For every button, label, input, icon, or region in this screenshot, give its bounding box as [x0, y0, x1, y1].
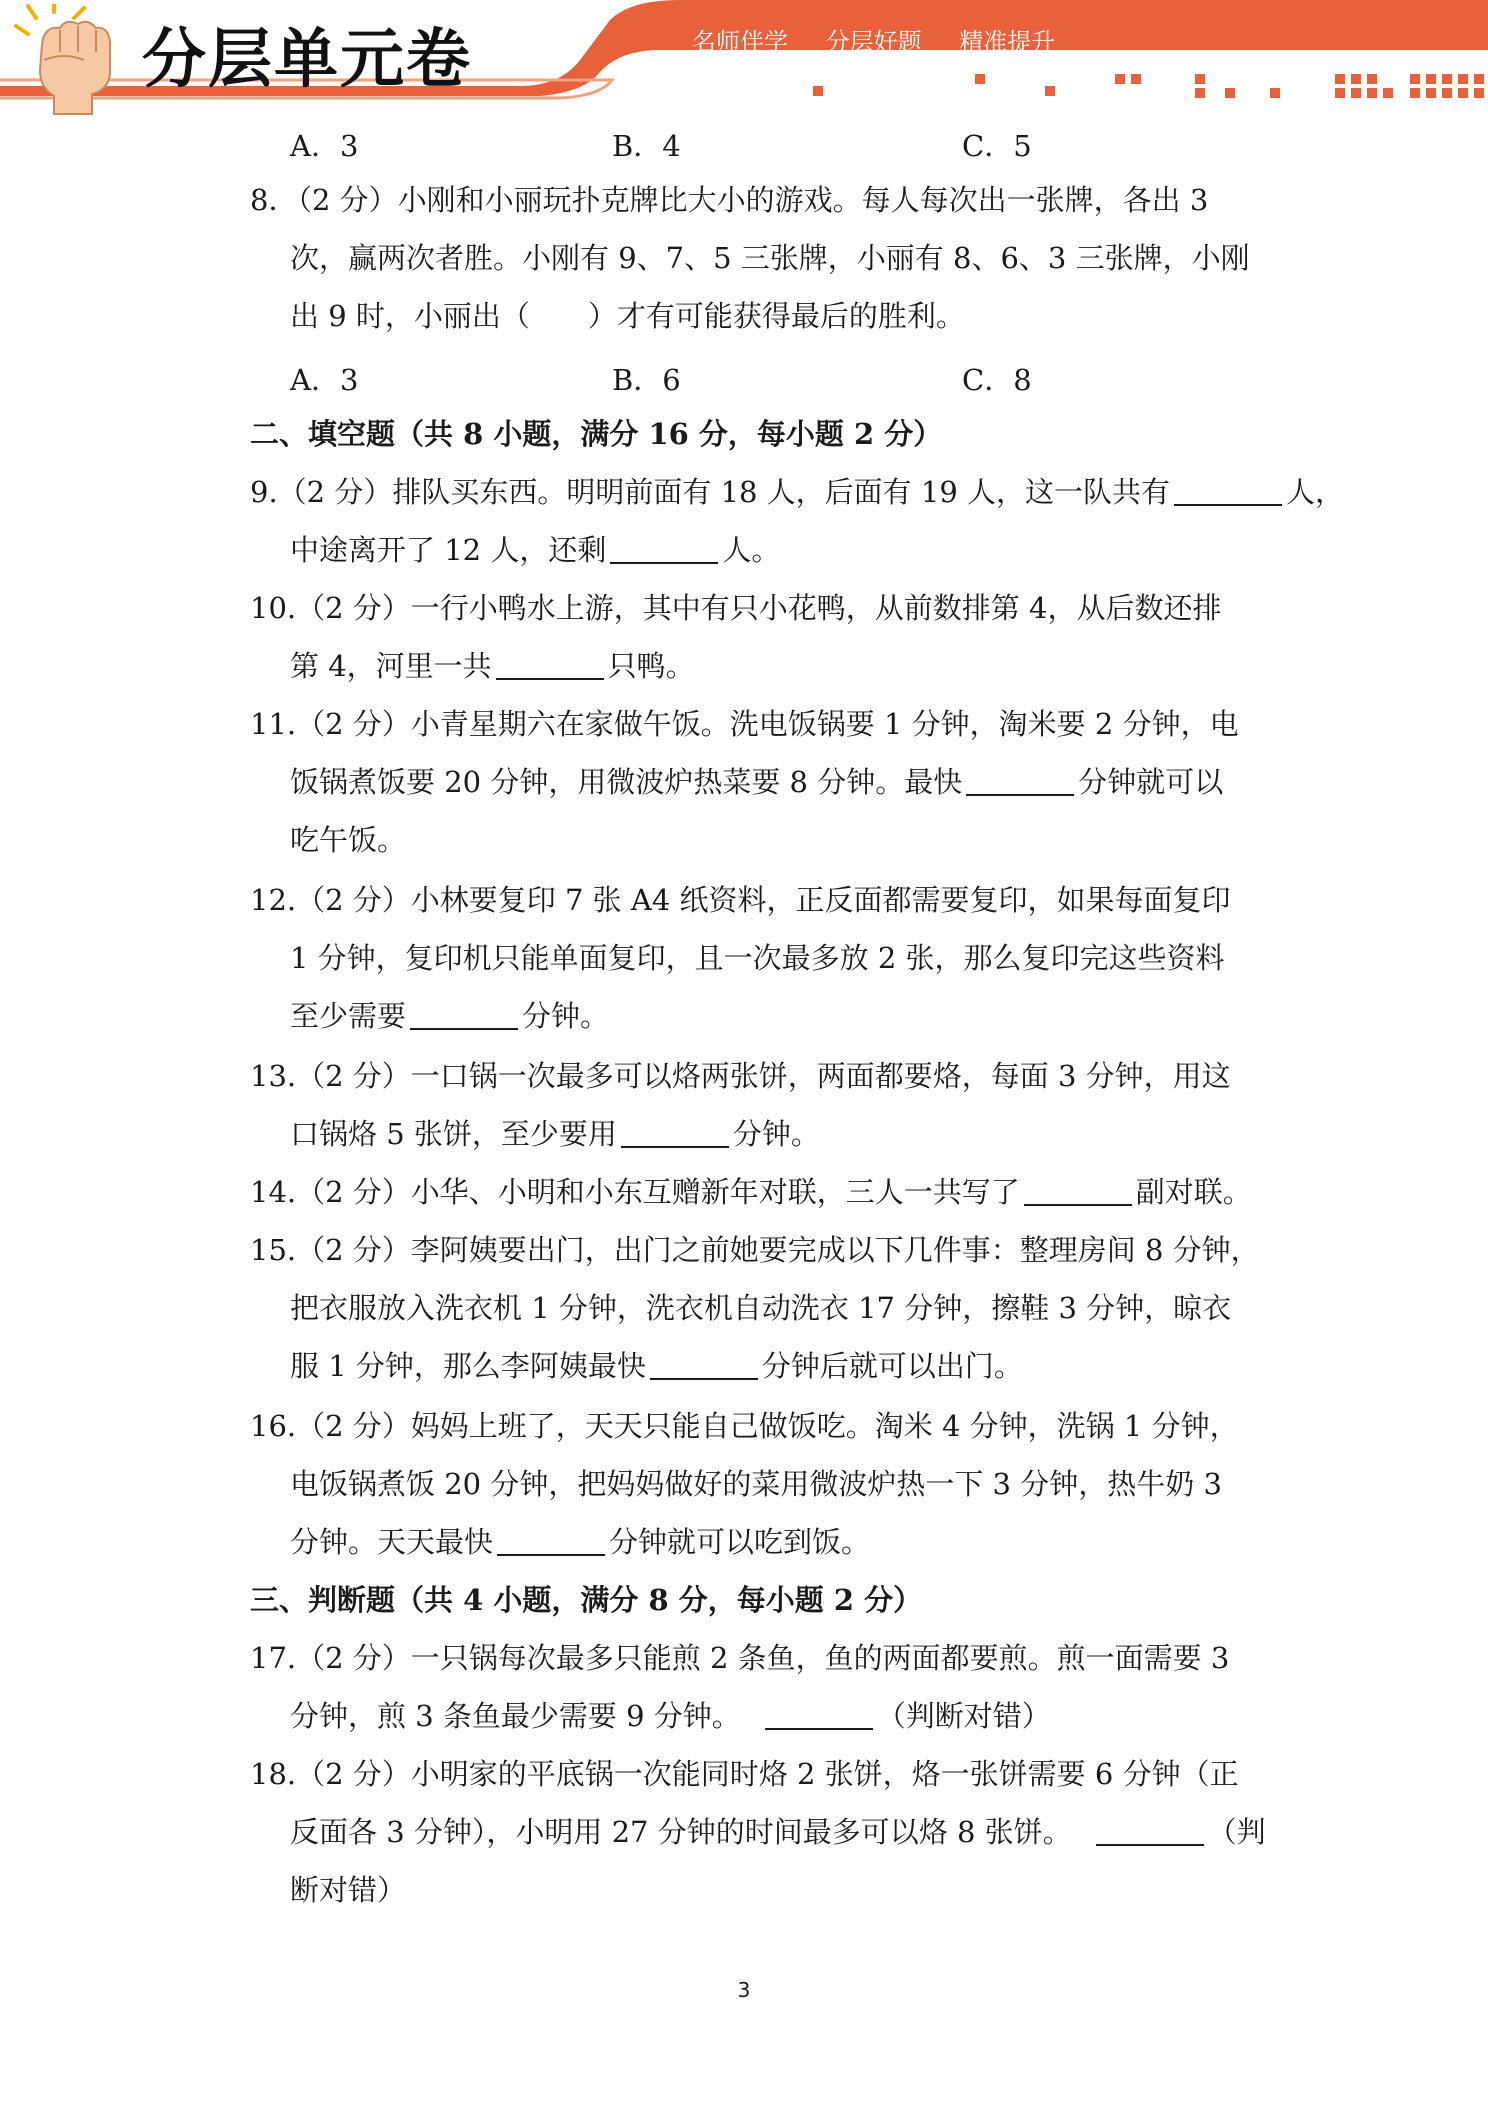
question-9-line: [290, 530, 780, 570]
fist-logo-icon: [14, 4, 124, 116]
question-11-line: [290, 762, 1223, 802]
question-text: 只鸭。: [607, 649, 695, 683]
question-16-line: 电饭锅煮饭 20 分钟，把妈妈做好的菜用微波炉热一下 3 分钟，热牛奶 3: [290, 1467, 1222, 1501]
answer-blank[interactable]: [497, 1526, 605, 1556]
question-text: （判: [1207, 1815, 1266, 1849]
question-text: 分钟。: [732, 1117, 820, 1151]
question-text: 分钟。: [522, 999, 610, 1033]
question-text: 分钟，煎 3 条鱼最少需要 9 分钟。: [290, 1699, 741, 1733]
question-9-line: [250, 472, 1344, 512]
question-text: 分钟后就可以出门。: [761, 1349, 1023, 1383]
question-11-line: 吃午饭。: [290, 823, 407, 857]
section-heading: 二、填空题（共 8 小题，满分 16 分，每小题 2 分）: [250, 417, 943, 451]
question-text: 分钟就可以: [1078, 765, 1224, 799]
question-text: 反面各 3 分钟），小明用 27 分钟的时间最多可以烙 8 张饼。: [290, 1815, 1072, 1849]
question-text: 分钟。天天最快: [290, 1525, 494, 1559]
option-a: A．3: [290, 363, 359, 397]
question-15-line: 15.（2 分）李阿姨要出门，出门之前她要完成以下几件事：整理房间 8 分钟，: [250, 1233, 1260, 1267]
answer-blank[interactable]: [1174, 476, 1282, 506]
option-b: B．4: [612, 129, 681, 163]
header-slogan: [692, 22, 1085, 57]
question-text: （判断对错）: [876, 1699, 1051, 1733]
answer-blank[interactable]: [650, 1350, 758, 1380]
question-16-line: 16.（2 分）妈妈上班了，天天只能自己做饭吃。淘米 4 分钟，洗锅 1 分钟，: [250, 1409, 1239, 1443]
option-c: C．5: [962, 129, 1032, 163]
answer-blank[interactable]: [621, 1118, 729, 1148]
brand-title: 分层单元卷: [142, 23, 472, 97]
question-11-line: 11.（2 分）小青星期六在家做午饭。洗电饭锅要 1 分钟，淘米要 2 分钟，电: [250, 707, 1239, 741]
answer-blank[interactable]: [1024, 1176, 1132, 1206]
question-15-line: [290, 1346, 1023, 1386]
question-13-line: 13.（2 分）一口锅一次最多可以烙两张饼，两面都要烙，每面 3 分钟，用这: [250, 1059, 1231, 1093]
question-text: 9.（2 分）排队买东西。明明前面有 18 人，后面有 19 人，这一队共有: [250, 475, 1171, 509]
page-number: 3: [737, 1978, 751, 2002]
section-heading: 三、判断题（共 4 小题，满分 8 分，每小题 2 分）: [250, 1583, 923, 1617]
question-17-line: [290, 1696, 1051, 1736]
answer-blank[interactable]: [496, 650, 604, 680]
question-12-line: 1 分钟，复印机只能单面复印，且一次最多放 2 张，那么复印完这些资料: [290, 941, 1225, 975]
question-17-line: 17.（2 分）一只锅每次最多只能煎 2 条鱼，鱼的两面都要煎。煎一面需要 3: [250, 1641, 1230, 1675]
question-text: 饭锅煮饭要 20 分钟，用微波炉热菜要 8 分钟。最快: [290, 765, 963, 799]
question-text: 服 1 分钟，那么李阿姨最快: [290, 1349, 646, 1383]
question-text: 至少需要: [290, 999, 407, 1033]
question-8-line: 次，赢两次者胜。小刚有 9、7、5 三张牌，小丽有 8、6、3 三张牌，小刚: [290, 241, 1250, 275]
option-c: C．8: [962, 363, 1032, 397]
option-a: A．3: [290, 129, 359, 163]
answer-blank[interactable]: [1096, 1816, 1204, 1846]
question-text: 中途离开了 12 人，还剩: [290, 533, 607, 567]
slogan-item: 名师伴学: [692, 28, 788, 56]
answer-blank[interactable]: [610, 534, 718, 564]
question-18-line: 18.（2 分）小明家的平底锅一次能同时烙 2 张饼，烙一张饼需要 6 分钟（正: [250, 1757, 1239, 1791]
option-b: B．6: [612, 363, 681, 397]
answer-blank[interactable]: [966, 766, 1074, 796]
question-18-line: 断对错）: [290, 1873, 407, 1907]
question-text: 口锅烙 5 张饼，至少要用: [290, 1117, 617, 1151]
question-text: 14.（2 分）小华、小明和小东互赠新年对联，三人一共写了: [250, 1175, 1020, 1209]
question-text: 人。: [722, 533, 781, 567]
question-18-line: [290, 1812, 1266, 1852]
question-text: 副对联。: [1135, 1175, 1252, 1209]
question-8-line: 8．（2 分）小刚和小丽玩扑克牌比大小的游戏。每人每次出一张牌，各出 3: [250, 183, 1209, 217]
question-13-line: [290, 1114, 820, 1154]
question-text: 第 4，河里一共: [290, 649, 492, 683]
page-header: [0, 0, 1488, 120]
slogan-item: 分层好题: [825, 28, 922, 56]
question-10-line: [290, 646, 695, 686]
question-8-line: 出 9 时，小丽出（ ）才有可能获得最后的胜利。: [290, 299, 965, 333]
question-16-line: [290, 1522, 870, 1562]
question-15-line: 把衣服放入洗衣机 1 分钟，洗衣机自动洗衣 17 分钟，擦鞋 3 分钟，晾衣: [290, 1291, 1232, 1325]
question-12-line: 12.（2 分）小林要复印 7 张 A4 纸资料，正反面都需要复印，如果每面复印: [250, 883, 1231, 917]
question-text: 分钟就可以吃到饭。: [609, 1525, 871, 1559]
answer-blank[interactable]: [765, 1700, 873, 1730]
answer-blank[interactable]: [410, 1000, 518, 1030]
slogan-item: 精准提升: [959, 28, 1056, 56]
question-14-line: [250, 1172, 1252, 1212]
question-10-line: 10.（2 分）一行小鸭水上游，其中有只小花鸭，从前数排第 4，从后数还排: [250, 591, 1222, 625]
question-12-line: [290, 996, 609, 1036]
question-text: 人，: [1286, 475, 1345, 509]
